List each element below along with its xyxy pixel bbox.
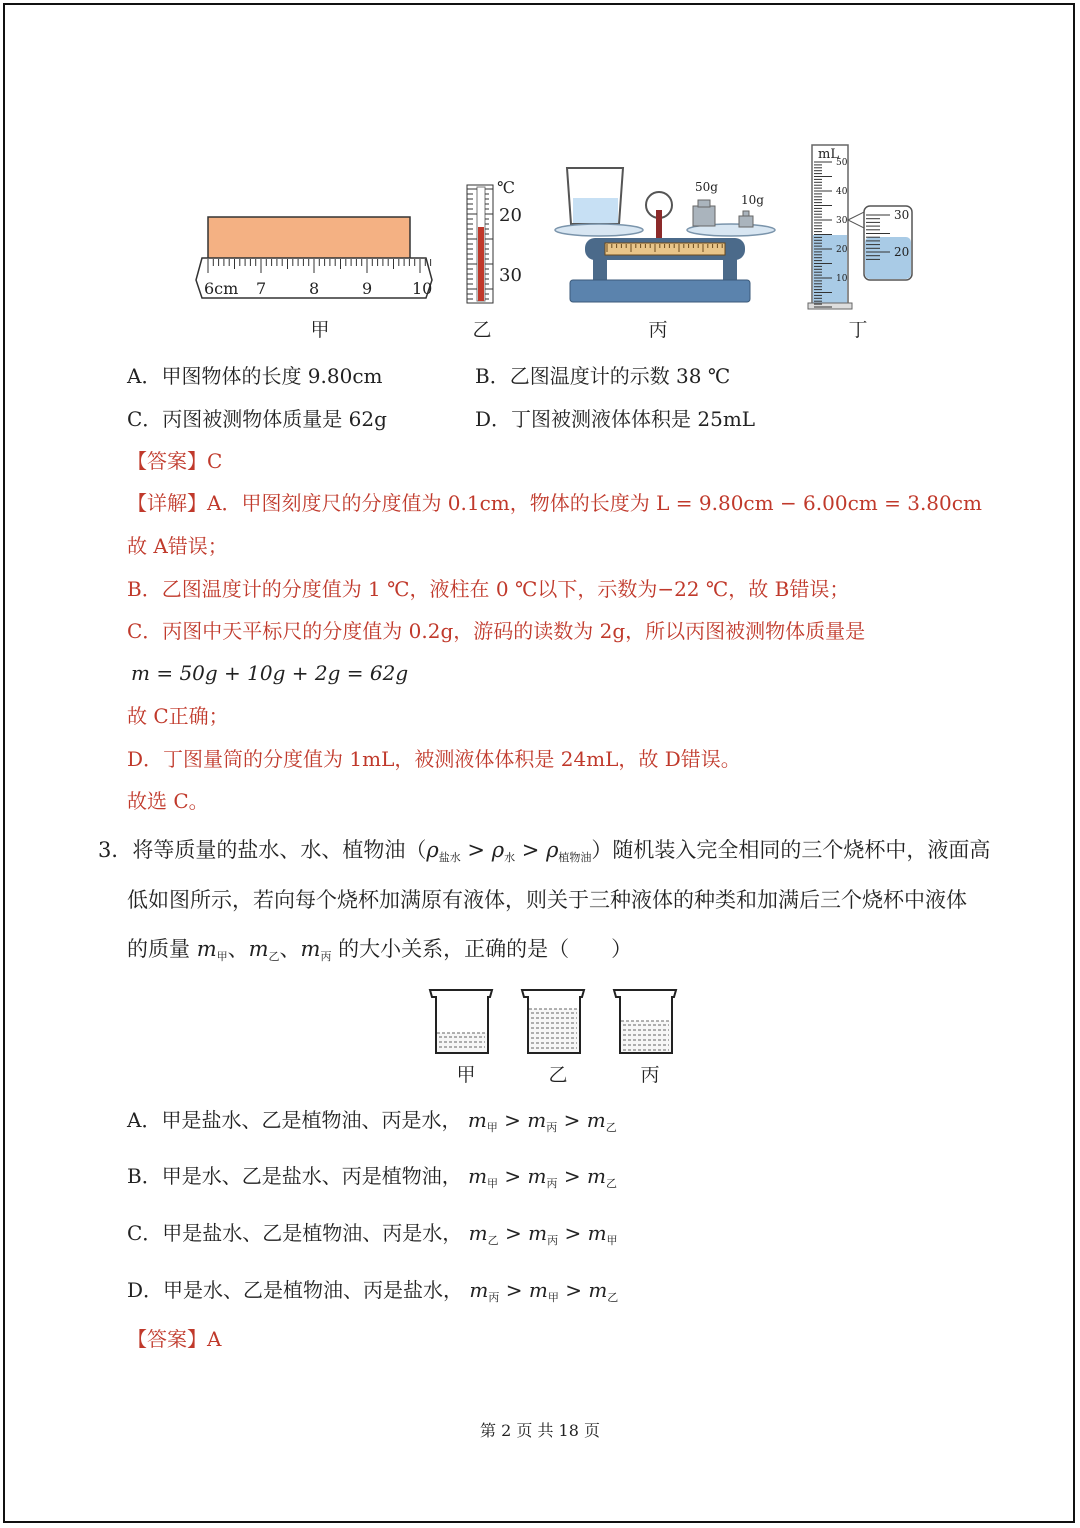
q2-explanation-c: C．丙图中天平标尺的分度值为 0.2g，游码的读数为 2g，所以丙图被测物体质量是 [127, 619, 866, 643]
q2-explanation-b: B．乙图温度计的分度值为 1 ℃，液柱在 0 ℃以下，示数为−22 ℃，故 B错误； [127, 577, 850, 601]
beaker-label-jia: 甲 [456, 1064, 476, 1086]
q2-option-b: B．乙图温度计的示数 38 ℃ [475, 364, 731, 388]
q2-final-choice: 故选 C。 [127, 789, 209, 813]
cylinder-label-30: 30 [836, 216, 848, 226]
q3-option-b: B．甲是水、乙是盐水、丙是植物油， $m_甲 > m_丙 > m_乙$ [127, 1164, 617, 1190]
q3-option-d: D．甲是水、乙是植物油、丙是盐水， $m_丙 > m_甲 > m_乙$ [127, 1278, 619, 1304]
balance-beaker-liquid [573, 198, 618, 223]
q3-option-a: A．甲是盐水、乙是植物油、丙是水， $m_甲 > m_丙 > m_乙$ [127, 1108, 617, 1134]
cylinder-label-20: 20 [836, 245, 848, 255]
figure-label-ding: 丁 [848, 319, 868, 341]
ruler-object-block [208, 217, 410, 259]
beakers-figure [420, 985, 695, 1060]
thermometer-liquid [478, 227, 484, 301]
beaker-yi [522, 990, 584, 1053]
ruler-label-7: 7 [256, 279, 267, 298]
page-footer: 第 2 页 共 18 页 [480, 1421, 600, 1440]
zoom-label-20: 20 [894, 245, 910, 259]
q3-line-2: 低如图所示，若向每个烧杯加满原有液体，则关于三种液体的种类和加满后三个烧杯中液体 [127, 888, 967, 912]
q2-explanation-d: D．丁图量筒的分度值为 1mL，被测液体体积是 24mL，故 D错误。 [127, 747, 741, 771]
weight-50g [693, 206, 715, 226]
q2-explanation-a: 【详解】A．甲图刻度尺的分度值为 0.1cm，物体的长度为 L = 9.80cm − 6.00cm = 3.80cm [127, 491, 982, 515]
thermometer-figure [455, 175, 535, 310]
q2-option-a: A．甲图物体的长度 9.80cm [127, 364, 383, 388]
cylinder-figure [800, 140, 920, 315]
q2-explanation-c-conclusion: 故 C正确； [127, 704, 229, 728]
weight-label-50g: 50g [695, 180, 718, 194]
balance-figure [545, 160, 785, 310]
weight-label-10g: 10g [741, 193, 764, 207]
beaker-label-yi: 乙 [548, 1064, 568, 1086]
beaker-label-bing: 丙 [640, 1064, 660, 1086]
thermometer-label-20: 20 [499, 205, 522, 226]
q2-explanation-c-formula: m = 50g + 10g + 2g = 62g [131, 661, 409, 685]
balance-base [570, 280, 750, 302]
ruler-label-10: 10 [412, 279, 433, 298]
thermometer-label-30: 30 [499, 265, 522, 286]
cylinder-label-40: 40 [836, 187, 848, 197]
figure-label-bing: 丙 [648, 319, 668, 341]
q3-line-1: 3．将等质量的盐水、水、植物油$(\rho_{盐水} > \rho_水 > \rho_{植物油})$随机装入完全相同的三个烧杯中，液面高 [98, 838, 991, 864]
zoom-label-30: 30 [894, 208, 910, 222]
q2-explanation-a-conclusion: 故 A错误； [127, 534, 228, 558]
q3-answer: 【答案】A [127, 1327, 222, 1351]
beaker-jia [430, 990, 492, 1053]
q3-line-3: 的质量 $m_甲$、$m_乙$、$m_丙$ 的大小关系，正确的是（ ） [127, 937, 633, 963]
figure-label-yi: 乙 [472, 319, 492, 341]
ruler-figure [190, 210, 440, 305]
balance-left-pan [555, 224, 643, 236]
q2-answer: 【答案】C [127, 449, 223, 473]
cylinder-label-10: 10 [836, 274, 848, 284]
ruler-label-8: 8 [309, 279, 320, 298]
ruler-label-6cm: 6cm [204, 279, 239, 298]
q3-number: 3． [98, 838, 133, 862]
thermometer-unit: ℃ [497, 178, 515, 197]
weight-10g [739, 216, 753, 227]
q3-option-c: C．甲是盐水、乙是植物油、丙是水， $m_乙 > m_丙 > m_甲$ [127, 1221, 618, 1247]
beaker-bing [614, 990, 676, 1053]
q2-option-c: C．丙图被测物体质量是 62g [127, 407, 387, 431]
q2-option-d: D．丁图被测液体体积是 25mL [475, 407, 756, 431]
ruler-label-9: 9 [362, 279, 373, 298]
cylinder-label-50: 50 [836, 158, 848, 168]
cylinder-unit: mL [818, 147, 839, 162]
figure-label-jia: 甲 [310, 319, 330, 341]
